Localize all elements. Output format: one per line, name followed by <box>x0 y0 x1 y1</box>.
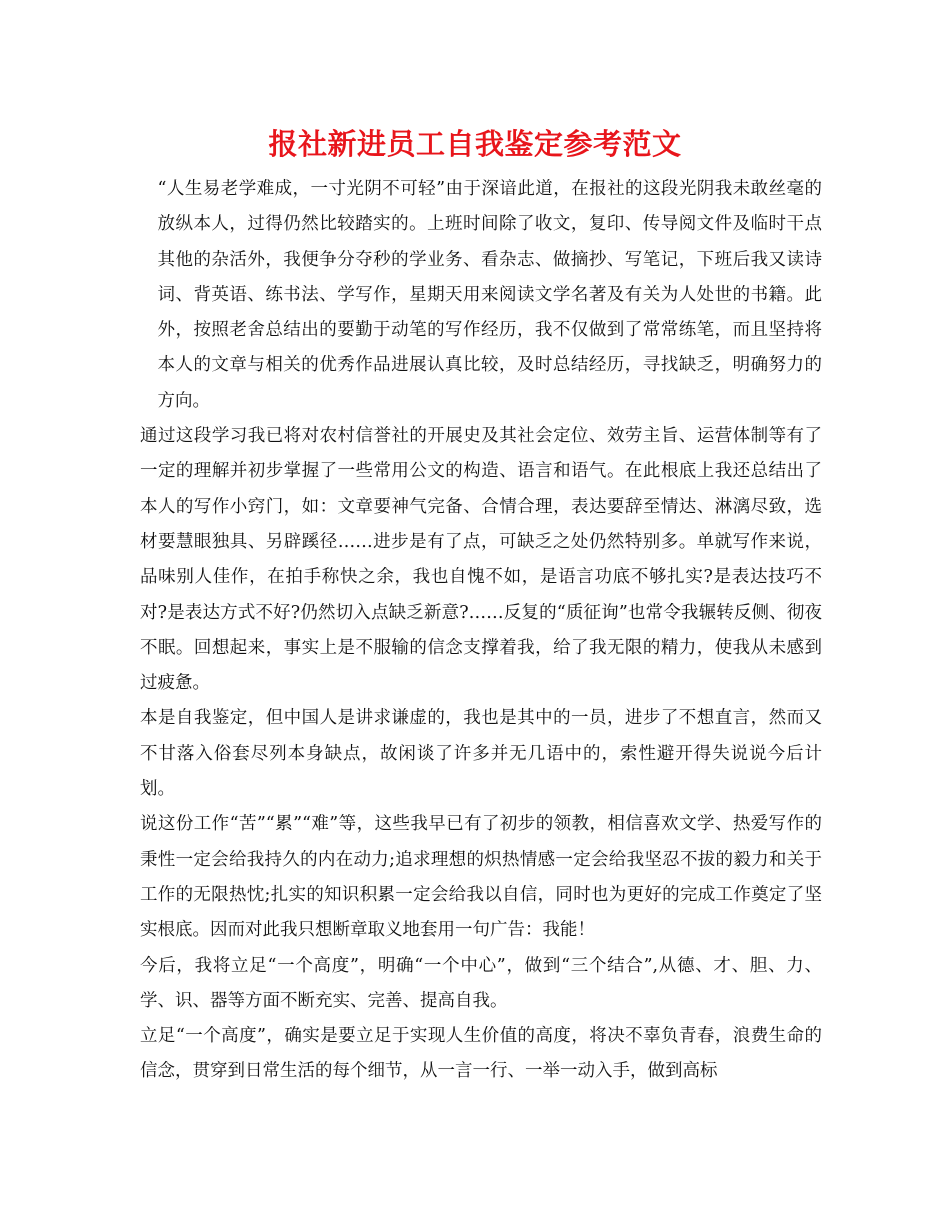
document-body <box>140 172 822 1090</box>
paragraph-2: 通过这段学习我已将对农村信誉社的开展史及其社会定位、效劳主旨、运营体制等有了一定的理解并初步掌握了一些常用公文的构造、语言和语气。在此根底上我还总结出了本人的写作小窍门，如：文章要神气完备、合情合理，表达要辞至情达、淋漓尽致，选材要慧眼独具、另辟蹊径……进步是有了点，可缺乏之处仍然特别多。单就写作来说，品味别人佳作，在拍手称快之余，我也自愧不如，是语言功底不够扎实?是表达技巧不对?是表达方式不好?仍然切入点缺乏新意?……反复的“质征询”也常令我辗转反侧、彻夜不眠。回想起来，事实上是不服输的信念支撑着我，给了我无限的精力，使我从未感到过疲惫。 <box>140 426 822 694</box>
paragraph-5: 今后，我将立足“一个高度”，明确“一个中心”，做到“三个结合”,从德、才、胆、力、学、识、器等方面不断充实、完善、提高自我。 <box>140 955 822 1011</box>
paragraph-6: 立足“一个高度”，确实是要立足于实现人生价值的高度，将决不辜负青春，浪费生命的信念，贯穿到日常生活的每个细节，从一言一行、一举一动入手，做到高标 <box>140 1026 822 1082</box>
document-title: 报社新进员工自我鉴定参考范文 <box>268 127 682 161</box>
paragraph-4: 说这份工作“苦”“累”“难”等，这些我早已有了初步的领教，相信喜欢文学、热爱写作的秉性一定会给我持久的内在动力;追求理想的炽热情感一定会给我坚忍不拔的毅力和关于工作的无限热忱;扎实的知识积累一定会给我以自信，同时也为更好的完成工作奠定了坚实根底。因而对此我只想断章取义地套用一句广告：我能！ <box>140 814 822 941</box>
paragraph-1: “人生易老学难成，一寸光阴不可轻”由于深谙此道，在报社的这段光阴我未敢丝毫的放纵本人，过得仍然比较踏实的。上班时间除了收文，复印、传导阅文件及临时干点其他的杂活外，我便争分夺秒的学业务、看杂志、做摘抄、写笔记，下班后我又读诗词、背英语、练书法、学写作，星期天用来阅读文学名著及有关为人处世的书籍。此外，按照老舍总结出的要勤于动笔的写作经历，我不仅做到了常常练笔，而且坚持将本人的文章与相关的优秀作品进展认真比较，及时总结经历，寻找缺乏，明确努力的方向。 <box>157 179 822 411</box>
paragraph-3: 本是自我鉴定，但中国人是讲求谦虚的，我也是其中的一员，进步了不想直言，然而又不甘落入俗套尽列本身缺点，故闲谈了许多并无几语中的，索性避开得失说说今后计划。 <box>140 708 822 800</box>
